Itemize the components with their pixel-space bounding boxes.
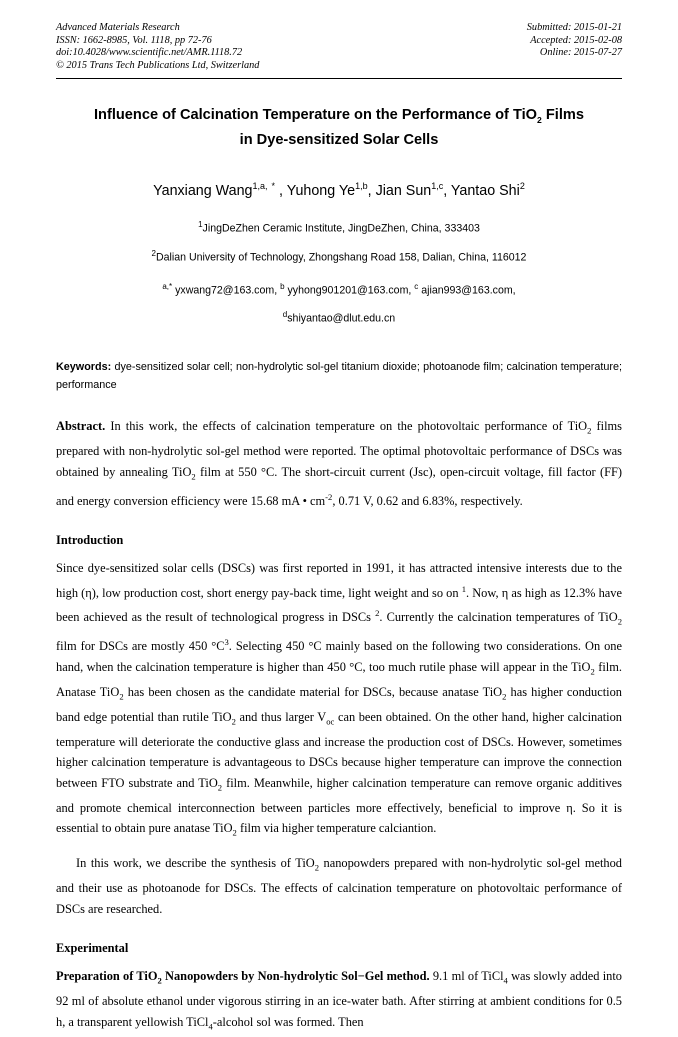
experimental-p1-s1: 4 [503,975,508,986]
intro-p1-s3: 2 [119,691,124,702]
keywords-label: Keywords: [56,361,112,374]
masthead-right [527,22,622,60]
abstract-text-1: In this work, the effects of calcination temperature on the photovoltaic performance of TiO [105,419,588,434]
intro-p1-t11: film. Meanwhile, higher calcination temperature can remove organic additives and promote chemical interconnection between particles more effectively, beneficial to improve η. So it is essential to obtain pure anatase TiO [56,775,623,836]
title-line1-part2: Films [541,107,584,124]
email-marker-star: * [169,282,173,292]
journal-issn-volume: ISSN: 1662-8985, Vol. 1118, pp 72-76 [56,34,212,46]
abstract-sub-1: 2 [587,425,592,436]
date-accepted: Accepted: 2015-02-08 [530,34,622,46]
abstract-sup-1: -2 [325,491,333,502]
abstract-block [56,416,622,511]
journal-doi: doi:10.4028/www.scientific.net/AMR.1118.72 [56,47,243,59]
affiliation-list [56,215,622,267]
email-line-1 [56,277,622,301]
intro-p1-t5: . Selecting 450 °C mainly based on the following two considerations. On one hand, when the calcination temperature is higher than 450 °C, too much rutile phase will appear in the TiO [56,639,622,675]
title-subscript: 2 [537,115,542,126]
title-line1-part1: Influence of Calcination Temperature on the Performance of TiO [94,107,538,124]
intro-p1-s2: 2 [590,666,595,677]
author-3-affil-marker: 1,c [431,181,444,192]
experimental-p1-t2: was slowly added into 92 ml of absolute ethanol under vigorous stirring in an ice-water bath. After stirring at ambient conditions for 0.5 h, a transparent yellowish TiCl [56,969,623,1029]
email-marker-c: c [414,282,419,292]
affiliation-1 [56,215,622,239]
intro-p2-t2: nanopowders prepared with non-hydrolytic sol-gel method and their use as photoanode for DSCs. The effects of calcination temperature on photovoltaic performance of DSCs are researched. [56,856,622,916]
email-d: shiyantao@dlut.edu.cn [287,312,396,325]
date-online: Online: 2015-07-27 [539,47,622,59]
author-1-name: Yanxiang Wang [153,183,253,200]
affiliation-1-marker: 1 [198,220,203,230]
email-a: yxwang72@163.com, [175,284,281,297]
intro-p1-ref-1: 1 [461,583,466,594]
affiliation-2-text: Dalian University of Technology, Zhongshang Road 158, Dalian, China, 116012 [156,251,527,264]
affiliation-1-text: JingDeZhen Ceramic Institute, JingDeZhen, China, 333403 [202,222,480,235]
intro-p1-t7: has been chosen as the candidate material for DSCs, because anatase TiO [123,685,503,700]
abstract-text-3: film at 550 °C. The short-circuit current (Jsc), open-circuit voltage, fill factor (FF) and energy conversion efficiency were 15.68 mA • cm [56,464,622,508]
intro-p1-ref-3: 3 [224,637,229,648]
intro-p1-t8: has higher conduction band edge potential than rutile TiO [56,685,622,725]
intro-p1-t6: film. Anatase TiO [56,660,622,700]
introduction-paragraph-2 [56,853,622,919]
journal-name: Advanced Materials Research [56,22,180,33]
section-heading-experimental: Experimental [56,941,129,956]
affiliation-2-marker: 2 [151,248,156,258]
intro-p1-s6: oc [326,716,335,727]
masthead-divider [56,78,622,79]
author-4-affil-marker: 2 [519,181,525,192]
intro-p1-s7: 2 [217,782,223,793]
intro-p1-t10: can been obtained. On the other hand, higher calcination temperature will deteriorate the conductive glass and increase the production cost of DSCs. However, sometimes higher calcination temperature is advantageous to DSCs because higher temperature can improve the connection between FTO substrate and TiO [56,710,622,790]
author-2-name: Yuhong Ye [286,183,356,200]
experimental-p1-bold-sub: 2 [157,975,162,986]
intro-p2-t1: In this work, we describe the synthesis of TiO [76,856,315,871]
page-content [56,22,622,1037]
intro-p1-t2: . Now, η as high as 12.3% have been achieved as the result of technological progress in DSCs [56,585,622,625]
author-1-corresponding-marker: * [271,181,276,192]
email-b: yyhong901201@163.com, [284,284,415,297]
masthead-left [56,22,259,72]
email-marker-d: d [282,309,288,319]
date-submitted: Submitted: 2015-01-21 [526,22,622,33]
keywords-text: dye-sensitized solar cell; non-hydrolytic sol-gel titanium dioxide; photoanode film; calcination temperature; performance [56,361,622,392]
introduction-paragraph-1 [56,558,622,843]
experimental-p1-bold-2: Nanopowders by Non-hydrolytic Sol−Gel method. [161,969,430,984]
section-heading-introduction: Introduction [56,533,124,548]
intro-p1-s5: 2 [231,716,236,727]
author-3-name: Jian Sun [375,183,432,200]
email-marker-b: b [280,282,285,292]
abstract-sub-2: 2 [191,471,196,482]
affiliation-2 [56,244,622,268]
experimental-p1-t3: -alcohol sol was formed. Then [212,1014,364,1029]
masthead [56,22,622,72]
author-4-name: Yantao Shi [450,183,520,200]
intro-p1-s4: 2 [502,691,507,702]
email-line-2 [56,305,622,329]
journal-copyright: © 2015 Trans Tech Publications Ltd, Switzerland [56,59,260,71]
intro-p1-t9: and thus larger V [235,710,327,725]
experimental-p1-bold-1: Preparation of TiO [56,969,158,984]
author-2-affil-marker: 1,b [355,181,368,192]
title-line2: in Dye-sensitized Solar Cells [239,132,439,149]
intro-p2-s1: 2 [314,862,320,873]
intro-p1-t3: . Currently the calcination temperatures of TiO [379,610,618,625]
abstract-label: Abstract. [56,419,106,434]
intro-p1-s1: 2 [617,616,622,627]
intro-p1-t4: film for DSCs are mostly 450 °C [56,639,225,654]
abstract-text-4: , 0.71 V, 0.62 and 6.83%, respectively. [332,493,523,508]
author-list: Yanxiang Wang$^{1,a,}$ * , Yuhong Ye$^{1,b}$, Jian Sun$^{1,c}$, Yantao Shi$^2$ [153,181,525,200]
intro-p1-s8: 2 [232,827,237,838]
experimental-paragraph-1 [56,966,622,1036]
author-1-affil-marker: 1,a, [252,181,268,192]
page-title [56,105,622,150]
intro-p1-ref-2: 2 [375,608,380,619]
abstract-text-2: films prepared with non-hydrolytic sol-gel method were reported. The optimal photovoltaic performance of DSCs was obtained by annealing TiO [56,419,622,479]
experimental-p1-t1: 9.1 ml of TiCl [429,969,504,984]
email-marker-a: a, [162,282,170,292]
author-emails [56,277,622,328]
email-c: ajian993@163.com, [418,284,516,297]
intro-p1-t1: Since dye-sensitized solar cells (DSCs) was first reported in 1991, it has attracted intensive interests due to the high (η), low production cost, short energy pay-back time, light weight and so on [56,561,622,600]
intro-p1-t12: film via higher temperature calciantion. [236,821,437,836]
experimental-p1-s2: 4 [208,1021,213,1032]
keywords-block [56,358,622,394]
